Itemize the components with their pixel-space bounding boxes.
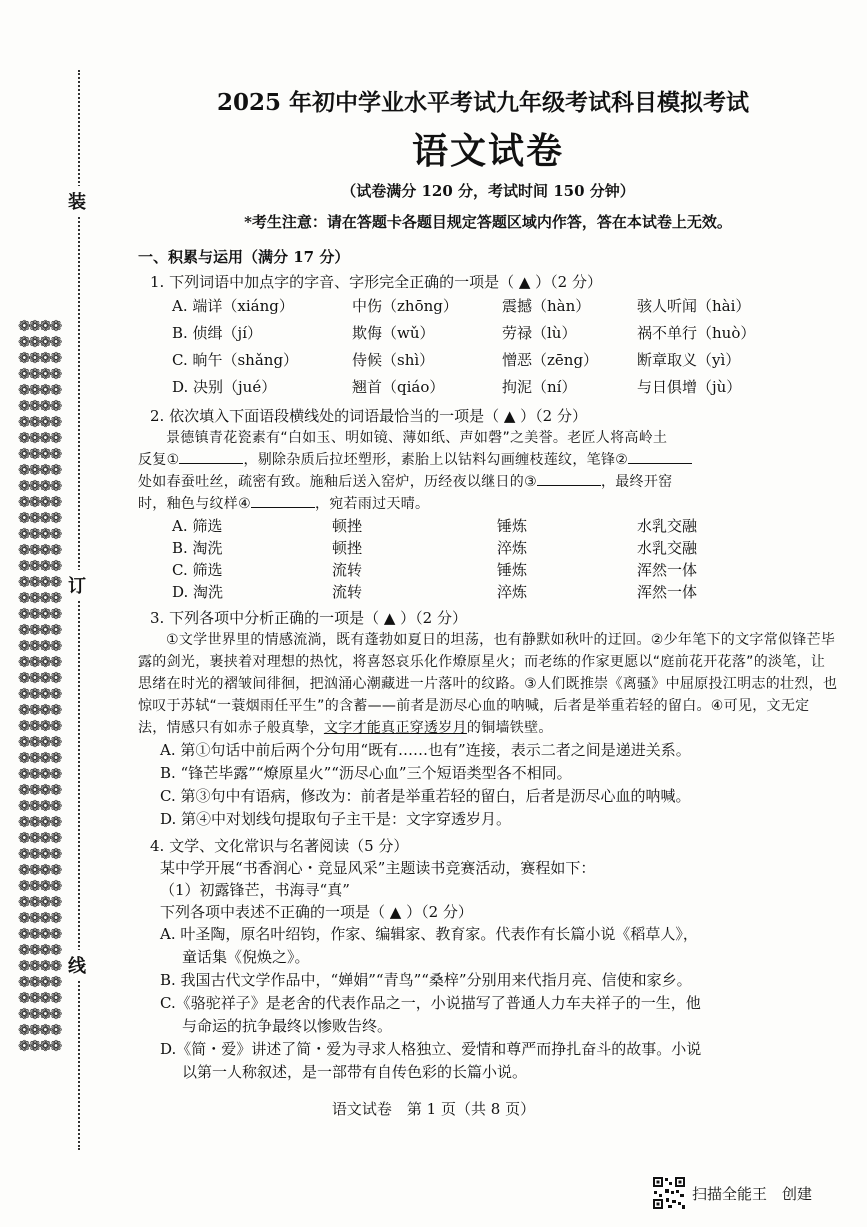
option-cell: 拘泥（ní） — [502, 378, 577, 396]
option-cell: 侍候（shì） — [352, 351, 435, 369]
flower-border-row: ❁❁❁❁ — [18, 429, 61, 447]
flower-border-row: ❁❁❁❁ — [18, 493, 61, 511]
flower-border-row: ❁❁❁❁ — [18, 685, 61, 703]
option-cell: 淬炼 — [497, 583, 528, 601]
option-cell: 浑然一体 — [637, 561, 698, 579]
flower-border-row: ❁❁❁❁ — [18, 749, 61, 767]
passage-text: ，剔除杂质后拉坯塑形，素胎上以钴料勾画缠枝莲纹，笔锋② — [243, 452, 629, 468]
page-footer: 语文试卷 第 1 页（共 8 页） — [331, 1100, 536, 1118]
flower-border-row: ❁❁❁❁ — [18, 765, 61, 783]
question-1-options — [138, 293, 838, 401]
exam-notice: *考生注意：请在答题卡各题目规定答题区域内作答，答在本试卷上无效。 — [244, 213, 732, 231]
option-text: C.《骆驼祥子》是老舍的代表作品之一，小说描写了普通人力车夫祥子的一生，他 — [160, 994, 701, 1012]
question-3-option-b: B. “锋芒毕露”“燎原星火”“沥尽心血”三个短语类型各不相同。 — [160, 764, 572, 782]
flower-border-row: ❁❁❁❁ — [18, 1005, 61, 1023]
option-cell: D. 决别（jué） — [172, 378, 277, 396]
flower-border-row: ❁❁❁❁ — [18, 1021, 61, 1039]
scanner-label: 扫描全能王 创建 — [692, 1184, 813, 1203]
question-2-stem: 2. 依次填入下面语段横线处的词语最恰当的一项是（ ▲ ）（2 分） — [150, 407, 587, 425]
question-3-option-d: D. 第④中对划线句提取句子主干是：文字穿透岁月。 — [160, 810, 512, 828]
flower-border-row: ❁❁❁❁ — [18, 573, 61, 591]
flower-border-row: ❁❁❁❁ — [18, 653, 61, 671]
flower-border-row: ❁❁❁❁ — [18, 733, 61, 751]
flower-border-row: ❁❁❁❁ — [18, 333, 61, 351]
margin-char-zhuang: 装 — [68, 186, 86, 216]
passage-text: 反复① — [138, 452, 180, 468]
passage-text: 处如春蚕吐丝，疏密有致。施釉后送入窑炉，历经夜以继日的③ — [138, 474, 537, 490]
passage-text: ，宛若雨过天晴。 — [314, 496, 430, 512]
option-cell: 劳禄（lù） — [502, 324, 577, 342]
decorative-flower-border — [18, 318, 78, 1068]
blank-4 — [251, 493, 315, 508]
option-text-cont: 以第一人称叙述，是一部带有自传色彩的长篇小说。 — [182, 1063, 528, 1081]
flower-border-row: ❁❁❁❁ — [18, 605, 61, 623]
exam-info: （试卷满分 120 分，考试时间 150 分钟） — [341, 182, 635, 200]
passage-text: 的铜墙铁壁。 — [466, 720, 553, 736]
option-text-cont: 与命运的抗争最终以惨败告终。 — [182, 1017, 393, 1035]
qr-code-icon — [652, 1176, 686, 1210]
flower-border-row: ❁❁❁❁ — [18, 509, 61, 527]
option-cell: C. 筛选 — [172, 561, 223, 579]
flower-border-row: ❁❁❁❁ — [18, 973, 61, 991]
flower-border-row: ❁❁❁❁ — [18, 957, 61, 975]
passage-line — [138, 493, 838, 515]
flower-border-row: ❁❁❁❁ — [18, 445, 61, 463]
blank-3 — [537, 471, 601, 486]
question-3-passage — [138, 629, 838, 739]
question-3-stem: 3. 下列各项中分析正确的一项是（ ▲ ）（2 分） — [150, 609, 467, 627]
flower-border-row: ❁❁❁❁ — [18, 637, 61, 655]
binding-margin — [0, 0, 120, 1227]
question-3-option-c: C. 第③句中有语病，修改为：前者是举重若轻的留白，后者是沥尽心血的呐喊。 — [160, 787, 691, 805]
option-cell: B. 淘洗 — [172, 539, 223, 557]
option-cell: 震撼（hàn） — [502, 297, 591, 315]
flower-border-row: ❁❁❁❁ — [18, 318, 61, 335]
option-text-cont: 童话集《倪焕之》。 — [182, 948, 310, 966]
flower-border-row: ❁❁❁❁ — [18, 589, 61, 607]
flower-border-row: ❁❁❁❁ — [18, 909, 61, 927]
option-cell: 顿挫 — [332, 517, 363, 535]
flower-border-row: ❁❁❁❁ — [18, 349, 61, 367]
question-4-intro: 某中学开展“书香润心・竞显风采”主题读书竞赛活动，赛程如下： — [160, 859, 596, 877]
flower-border-row: ❁❁❁❁ — [18, 365, 61, 383]
question-2-options — [138, 515, 838, 603]
question-4-option-b — [138, 969, 838, 992]
flower-border-row: ❁❁❁❁ — [18, 669, 61, 687]
question-4-option-c — [138, 992, 838, 1038]
blank-1 — [179, 449, 243, 464]
flower-border-row: ❁❁❁❁ — [18, 461, 61, 479]
flower-border-row: ❁❁❁❁ — [18, 381, 61, 399]
question-4-sub1: （1）初露锋芒，书海寻“真” — [160, 881, 350, 899]
passage-text: ，最终开窑 — [600, 474, 673, 490]
scanner-watermark — [652, 1176, 812, 1210]
question-4-sub1-stem: 下列各项中表述不正确的一项是（ ▲ ）（2 分） — [160, 903, 473, 921]
underlined-sentence: 文字才能真正穿透岁月 — [323, 720, 467, 736]
option-cell: 浑然一体 — [637, 583, 698, 601]
flower-border-row: ❁❁❁❁ — [18, 781, 61, 799]
option-cell: A. 端详（xiáng） — [172, 297, 294, 315]
flower-border-row: ❁❁❁❁ — [18, 989, 61, 1007]
exam-title: 2025 年初中学业水平考试九年级考试科目模拟考试 — [216, 89, 750, 116]
option-cell: 水乳交融 — [637, 539, 698, 557]
question-2-passage — [138, 427, 838, 515]
flower-border-row: ❁❁❁❁ — [18, 477, 61, 495]
question-4-option-a — [138, 923, 838, 969]
margin-char-ding: 订 — [68, 570, 86, 600]
blank-2 — [628, 449, 692, 464]
flower-border-row: ❁❁❁❁ — [18, 925, 61, 943]
option-text: A. 叶圣陶，原名叶绍钧，作家、编辑家、教育家。代表作有长篇小说《稻草人》， — [160, 925, 698, 943]
flower-border-row: ❁❁❁❁ — [18, 813, 61, 831]
flower-border-row: ❁❁❁❁ — [18, 861, 61, 879]
question-4-stem: 4. 文学、文化常识与名著阅读（5 分） — [150, 837, 409, 855]
flower-border-row: ❁❁❁❁ — [18, 413, 61, 431]
flower-border-row: ❁❁❁❁ — [18, 557, 61, 575]
question-4-option-d — [138, 1038, 838, 1084]
passage-line: 景德镇青花瓷素有“白如玉、明如镜、薄如纸、声如磬”之美誉。老匠人将高岭土 — [166, 430, 668, 446]
option-cell: 水乳交融 — [637, 517, 698, 535]
option-cell: 淬炼 — [497, 539, 528, 557]
option-cell: C. 晌午（shǎng） — [172, 351, 299, 369]
option-cell: 翘首（qiáo） — [352, 378, 445, 396]
option-cell: B. 侦缉（jí） — [172, 324, 263, 342]
option-cell: 祸不单行（huò） — [637, 324, 756, 342]
flower-border-row: ❁❁❁❁ — [18, 893, 61, 911]
flower-border-row: ❁❁❁❁ — [18, 397, 61, 415]
question-3-option-a: A. 第①句话中前后两个分句用“既有……也有”连接，表示二者之间是递进关系。 — [160, 741, 691, 759]
flower-border-row: ❁❁❁❁ — [18, 797, 61, 815]
option-text: B. 我国古代文学作品中，“婵娟”“青鸟”“桑梓”分别用来代指月亮、信使和家乡。 — [160, 971, 692, 989]
option-cell: 锤炼 — [497, 517, 528, 535]
exam-page — [138, 84, 838, 1084]
option-cell: D. 淘洗 — [172, 583, 224, 601]
option-cell: 中伤（zhōng） — [352, 297, 458, 315]
option-text: D.《简・爱》讲述了简・爱为寻求人格独立、爱情和尊严而挣扎奋斗的故事。小说 — [160, 1040, 702, 1058]
binding-dotted-line — [78, 70, 80, 1150]
flower-border-row: ❁❁❁❁ — [18, 701, 61, 719]
option-cell: 流转 — [332, 561, 363, 579]
section-title: 一、积累与运用（满分 17 分） — [138, 248, 350, 266]
option-cell: 骇人听闻（hài） — [637, 297, 751, 315]
flower-border-row: ❁❁❁❁ — [18, 877, 61, 895]
passage-line — [138, 449, 838, 471]
option-cell: 欺侮（wǔ） — [352, 324, 435, 342]
flower-border-row: ❁❁❁❁ — [18, 829, 61, 847]
option-cell: 憎恶（zēng） — [502, 351, 599, 369]
option-cell: 流转 — [332, 583, 363, 601]
flower-border-row: ❁❁❁❁ — [18, 621, 61, 639]
passage-text: ①文学世界里的情感流淌，既有蓬勃如夏日的坦荡，也有静默如秋叶的迂回。②少年笔下的文字常似锋芒毕露的剑光，裹挟着对理想的热忱，将喜怒哀乐化作燎原星火；而老练的作家更愿以“庭前花开花落”的淡笔，让思绪在时光的褶皱间徘徊，把汹涌心潮藏进一片落叶的纹路。③人们既推崇《离骚》中屈原投江明志的壮烈，也惊叹于苏轼“一蓑烟雨任平生”的含蓄——前者是沥尽心血的呐喊，后者是举重若轻的留白。④可见，文无定法，情感只有如赤子般真挚， — [138, 632, 838, 736]
flower-border-row: ❁❁❁❁ — [18, 541, 61, 559]
option-cell: 与日俱增（jù） — [637, 378, 742, 396]
flower-border-row: ❁❁❁❁ — [18, 941, 61, 959]
flower-border-row: ❁❁❁❁ — [18, 525, 61, 543]
margin-char-xian: 线 — [68, 950, 86, 980]
flower-border-row: ❁❁❁❁ — [18, 1037, 61, 1055]
option-cell: 锤炼 — [497, 561, 528, 579]
question-1-stem: 1. 下列词语中加点字的字音、字形完全正确的一项是（ ▲ ）（2 分） — [150, 273, 602, 291]
subject-title: 语文试卷 — [411, 130, 564, 172]
option-cell: 断章取义（yì） — [637, 351, 741, 369]
option-cell: A. 筛选 — [172, 517, 223, 535]
passage-line — [138, 471, 838, 493]
option-cell: 顿挫 — [332, 539, 363, 557]
flower-border-row: ❁❁❁❁ — [18, 717, 61, 735]
passage-text: 时，釉色与纹样④ — [138, 496, 251, 512]
flower-border-row: ❁❁❁❁ — [18, 845, 61, 863]
